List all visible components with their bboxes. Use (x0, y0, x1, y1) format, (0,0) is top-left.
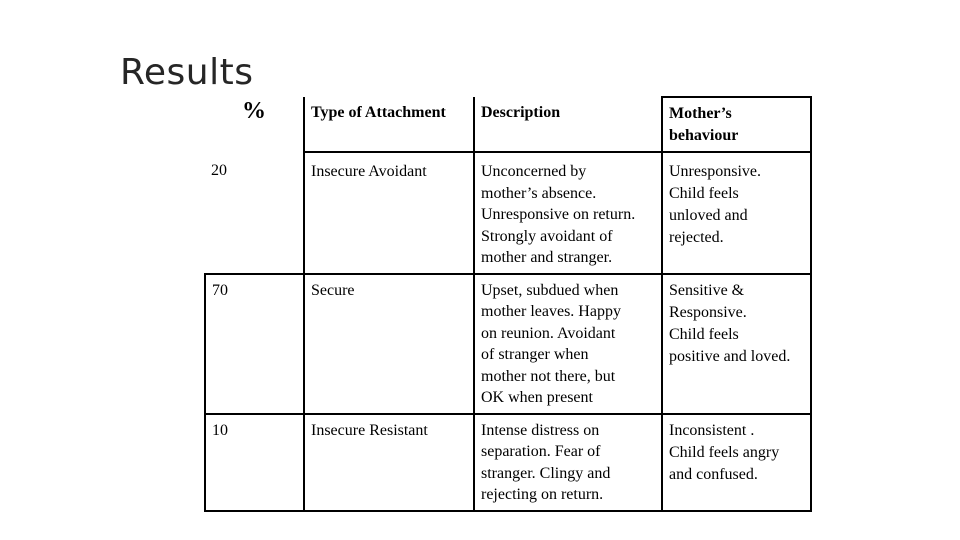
header-mothers-behaviour: Mother’s behaviour (662, 97, 811, 152)
behaviour-line: Child feels angry (669, 443, 780, 461)
description-line: mother leaves. Happy (481, 303, 621, 320)
header-description: Description (474, 97, 662, 152)
behaviour-line: Unresponsive. (669, 163, 761, 180)
cell-percent: 10 (205, 414, 304, 511)
cell-attachment-type: Insecure Avoidant (304, 152, 474, 274)
description-line: stranger. Clingy and (481, 464, 611, 482)
cell-mothers-behaviour (662, 152, 811, 274)
description-line: Intense distress on (481, 421, 600, 439)
cell-mothers-behaviour (662, 274, 811, 414)
behaviour-line: Inconsistent . (669, 421, 755, 439)
slide-title: Results (120, 52, 254, 93)
behaviour-line: Responsive. (669, 303, 747, 321)
results-table (204, 96, 812, 512)
table-row (205, 414, 811, 511)
behaviour-line: Child feels (669, 185, 739, 202)
description-line: mother not there, but (481, 367, 616, 385)
description-line: mother’s absence. (481, 184, 597, 202)
description-line: Strongly avoidant of (481, 227, 613, 245)
table-header-row (205, 97, 811, 152)
description-line: OK when present (481, 389, 593, 406)
header-attachment-type: Type of Attachment (304, 97, 474, 152)
cell-attachment-type: Secure (304, 274, 474, 414)
cell-percent: 20 (205, 152, 304, 274)
behaviour-line: Sensitive & (669, 281, 745, 299)
cell-percent: 70 (205, 274, 304, 414)
description-line: of stranger when (481, 346, 589, 363)
table-row (205, 152, 811, 274)
description-line: mother and stranger. (481, 249, 613, 266)
table-row (205, 274, 811, 414)
behaviour-line: unloved and (669, 207, 748, 224)
cell-description (474, 274, 662, 414)
description-line: Upset, subdued when (481, 281, 619, 299)
description-line: on reunion. Avoidant (481, 324, 616, 342)
cell-description (474, 414, 662, 511)
behaviour-line: rejected. (669, 229, 724, 246)
description-line: Unresponsive on return. (481, 206, 636, 223)
behaviour-line: positive and loved. (669, 347, 791, 365)
cell-attachment-type: Insecure Resistant (304, 414, 474, 511)
description-line: Unconcerned by (481, 163, 587, 180)
description-line: rejecting on return. (481, 486, 604, 503)
cell-mothers-behaviour (662, 414, 811, 511)
header-percent: % (242, 98, 266, 124)
description-line: separation. Fear of (481, 443, 601, 460)
cell-description (474, 152, 662, 274)
behaviour-line: Child feels (669, 325, 739, 343)
behaviour-line: and confused. (669, 465, 758, 483)
